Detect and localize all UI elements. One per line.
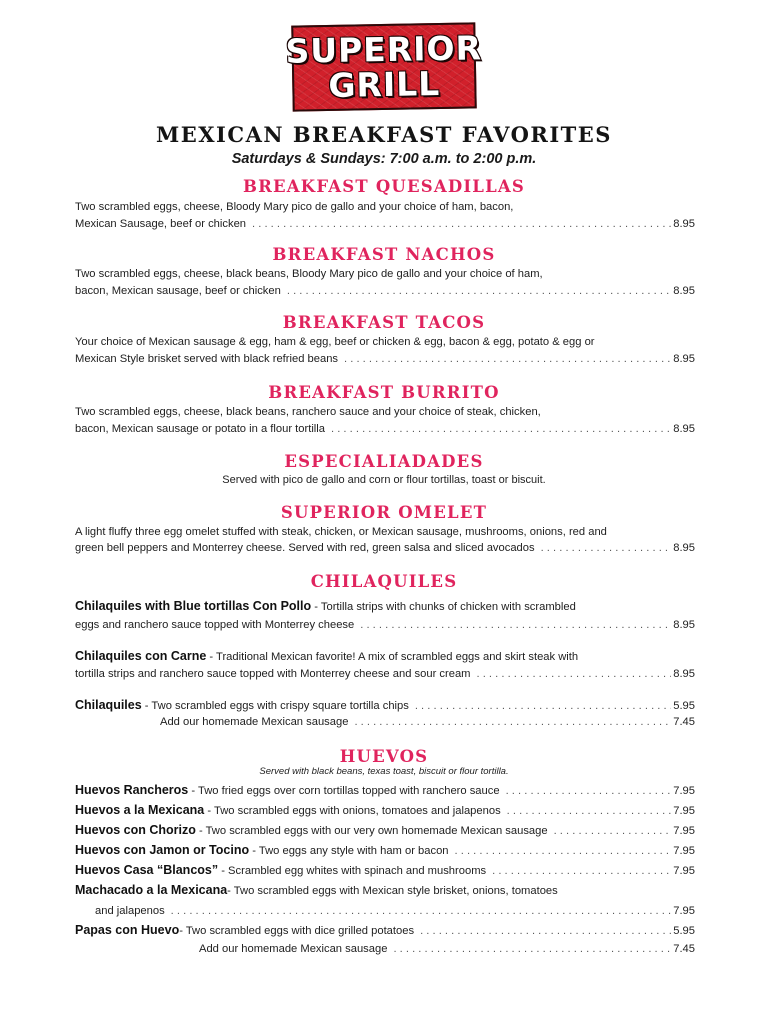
chilaquiles-item-2-name: Chilaquiles con Carne (75, 649, 207, 663)
huevos-item-1 (75, 783, 695, 798)
chilaquiles-item-3-price: 5.95 (673, 700, 695, 712)
logo-line-1: SUPERIOR (285, 28, 483, 71)
huevos-subtitle: Served with black beans, texas toast, biscuit or flour tortilla. (259, 766, 509, 777)
huevos-item-4 (75, 843, 695, 858)
burrito-price-line (75, 422, 695, 436)
huevos-item-5-name: Huevos Casa “Blancos” (75, 863, 219, 877)
nachos-price: 8.95 (673, 285, 695, 297)
huevos-item-5-price: 7.95 (673, 865, 695, 877)
chilaquiles-item-2-desc-2: tortilla strips and ranchero sauce topped with Monterrey cheese and sour cream (75, 668, 471, 680)
heading-quesadillas: BREAKFAST QUESADILLAS (242, 177, 526, 196)
huevos-item-7 (75, 923, 695, 938)
heading-burrito: BREAKFAST BURRITO (268, 383, 500, 402)
quesadillas-price-line (75, 217, 695, 231)
chilaquiles-item-1-desc: - Tortilla strips with chunks of chicken with scrambled (311, 601, 576, 613)
menu-title: MEXICAN BREAKFAST FAVORITES (156, 122, 612, 147)
huevos-item-2 (75, 803, 695, 818)
chilaquiles-item-2-price: 8.95 (673, 668, 695, 680)
huevos-item-6-name: Machacado a la Mexicana (75, 883, 228, 897)
nachos-desc-1: Two scrambled eggs, cheese, black beans, Bloody Mary pico de gallo and your choice of ham, (75, 268, 543, 280)
huevos-item-3-price: 7.95 (673, 825, 695, 837)
chilaquiles-addon-price: 7.45 (673, 716, 695, 728)
tacos-desc-1: Your choice of Mexican sausage & egg, ham & egg, beef or chicken & egg, bacon & egg, potato & egg or (75, 336, 595, 348)
tacos-price: 8.95 (673, 353, 695, 365)
huevos-item-1-price: 7.95 (673, 785, 695, 797)
quesadillas-price: 8.95 (673, 218, 695, 230)
heading-tacos: BREAKFAST TACOS (282, 313, 486, 332)
huevos-item-6-price: 7.95 (673, 905, 695, 917)
tacos-desc-2: Mexican Style brisket served with black refried beans (75, 353, 339, 365)
quesadillas-desc-1: Two scrambled eggs, cheese, Bloody Mary pico de gallo and your choice of ham, bacon, (75, 201, 514, 213)
heading-chilaquiles: CHILAQUILES (310, 572, 458, 591)
quesadillas-desc-2: Mexican Sausage, beef or chicken (75, 218, 247, 230)
chilaquiles-item-2-line-1 (75, 649, 578, 664)
huevos-item-6-desc-2: and jalapenos (95, 905, 165, 917)
burrito-desc-1: Two scrambled eggs, cheese, black beans, ranchero sauce and your choice of steak, chicken, (75, 406, 541, 418)
huevos-item-7-desc: - Two scrambled eggs with dice grilled potatoes (179, 925, 415, 937)
omelet-price: 8.95 (673, 542, 695, 554)
huevos-item-1-name: Huevos Rancheros (75, 783, 189, 797)
huevos-item-3-desc: - Two scrambled eggs with our very own homemade Mexican sausage (195, 825, 548, 837)
heading-nachos: BREAKFAST NACHOS (272, 245, 496, 264)
omelet-desc-1: A light fluffy three egg omelet stuffed with steak, chicken, or Mexican sausage, mushrooms, onions, red and (75, 526, 607, 538)
chilaquiles-item-1-name: Chilaquiles with Blue tortillas Con Pollo (75, 599, 312, 613)
huevos-item-4-desc: - Two eggs any style with ham or bacon (249, 845, 449, 857)
chilaquiles-addon: Add our homemade Mexican sausage (160, 716, 349, 728)
tacos-price-line (75, 352, 695, 366)
huevos-item-6-price-line (95, 904, 695, 918)
chilaquiles-item-3-name: Chilaquiles (75, 698, 142, 712)
omelet-desc-2: green bell peppers and Monterrey cheese. Served with red, green salsa and sliced avocados (75, 542, 535, 554)
burrito-desc-2: bacon, Mexican sausage or potato in a flour tortilla (75, 423, 325, 435)
huevos-item-5 (75, 863, 695, 878)
chilaquiles-item-1-price: 8.95 (673, 619, 695, 631)
omelet-price-line (75, 541, 695, 555)
heading-huevos: HUEVOS (339, 747, 429, 766)
huevos-item-6-line-1 (75, 883, 558, 898)
huevos-item-7-price: 5.95 (673, 925, 695, 937)
especialiadades-subtitle: Served with pico de gallo and corn or flour tortillas, toast or biscuit. (222, 474, 546, 486)
chilaquiles-item-1-desc-2: eggs and ranchero sauce topped with Monterrey cheese (75, 619, 355, 631)
huevos-addon-line (199, 942, 695, 956)
menu-hours: Saturdays & Sundays: 7:00 a.m. to 2:00 p.m. (231, 151, 537, 167)
huevos-addon-price: 7.45 (673, 943, 695, 955)
burrito-price: 8.95 (673, 423, 695, 435)
heading-especialiadades: ESPECIALIADADES (284, 452, 484, 471)
nachos-price-line (75, 284, 695, 298)
chilaquiles-item-1-line-1 (75, 599, 576, 614)
superior-grill-logo (285, 22, 483, 111)
chilaquiles-item-1-price-line (75, 618, 695, 632)
huevos-item-4-price: 7.95 (673, 845, 695, 857)
heading-omelet: SUPERIOR OMELET (280, 503, 488, 522)
chilaquiles-addon-line (160, 715, 695, 729)
logo-line-2: GRILL (328, 64, 441, 105)
huevos-item-2-name: Huevos a la Mexicana (75, 803, 205, 817)
huevos-item-6-desc: - Two scrambled eggs with Mexican style brisket, onions, tomatoes (227, 885, 558, 897)
huevos-item-3 (75, 823, 695, 838)
huevos-item-5-desc: - Scrambled egg whites with spinach and mushrooms (218, 865, 487, 877)
huevos-item-7-name: Papas con Huevo (75, 923, 180, 937)
huevos-item-3-name: Huevos con Chorizo (75, 823, 196, 837)
huevos-item-4-name: Huevos con Jamon or Tocino (75, 843, 250, 857)
huevos-item-2-price: 7.95 (673, 805, 695, 817)
chilaquiles-item-2-desc: - Traditional Mexican favorite! A mix of scrambled eggs and skirt steak with (206, 651, 579, 663)
chilaquiles-item-3-desc: - Two scrambled eggs with crispy square tortilla chips (141, 700, 409, 712)
nachos-desc-2: bacon, Mexican sausage, beef or chicken (75, 285, 281, 297)
huevos-addon: Add our homemade Mexican sausage (199, 943, 388, 955)
chilaquiles-item-3-price-line (75, 698, 695, 713)
huevos-item-2-desc: - Two scrambled eggs with onions, tomatoes and jalapenos (204, 805, 501, 817)
huevos-item-1-desc: - Two fried eggs over corn tortillas topped with ranchero sauce (188, 785, 500, 797)
chilaquiles-item-2-price-line (75, 667, 695, 681)
